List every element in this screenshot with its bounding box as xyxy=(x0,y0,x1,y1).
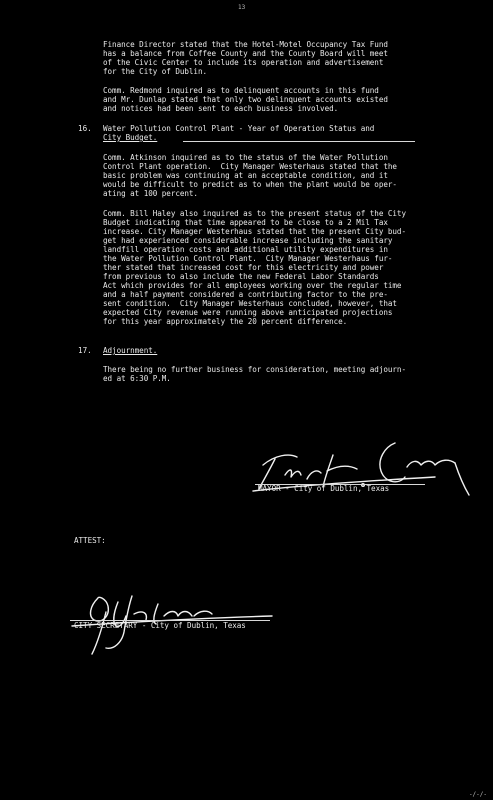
text-line: and a half payment considered a contributing factor to the pre- xyxy=(103,290,388,299)
corner-mark: -/-/- xyxy=(468,791,487,798)
mayor-caption: MAYOR - City of Dublin, Texas xyxy=(258,484,390,493)
text-line: and Mr. Dunlap stated that only two delinquent accounts existed xyxy=(103,95,388,104)
text-line: Finance Director stated that the Hotel-Motel Occupancy Tax Fund xyxy=(103,40,388,49)
text-line: of the Civic Center to include its operation and advertisement xyxy=(103,58,384,67)
text-line: increase. City Manager Westerhaus stated that the present City bud- xyxy=(103,227,406,236)
text-line: has a balance from Coffee County and the County Board will meet xyxy=(103,49,388,58)
text-line: Act which provides for all employees working over the regular time xyxy=(103,281,402,290)
text-line: Comm. Atkinson inquired as to the status of the Water Pollution xyxy=(103,153,388,162)
page-number: 13 xyxy=(238,4,246,11)
text-line: and notices had been sent to each business involved. xyxy=(103,104,339,113)
text-line: expected City revenue were running above anticipated projections xyxy=(103,308,393,317)
item-number: 16. xyxy=(78,124,92,133)
text-line: Budget indicating that time appeared to be close to a 2 Mil Tax xyxy=(103,218,388,227)
mayor-signature xyxy=(245,425,470,515)
divider-line xyxy=(183,141,415,142)
text-line: Comm. Bill Haley also inquired as to the present status of the City xyxy=(103,209,406,218)
item-number: 17. xyxy=(78,346,92,355)
text-line: ther stated that increased cost for this electricity and power xyxy=(103,263,384,272)
text-line: basic problem was continuing at an acceptable condition, and it xyxy=(103,171,388,180)
text-line: landfill operation costs and additional utility expenditures in xyxy=(103,245,388,254)
text-line: ating at 100 percent. xyxy=(103,189,198,198)
text-line: from previous to also include the new Federal Labor Standards xyxy=(103,272,379,281)
text-line: for the City of Dublin. xyxy=(103,67,208,76)
text-line: There being no further business for consideration, meeting adjourn- xyxy=(103,365,406,374)
text-line: Control Plant operation. City Manager Westerhaus stated that the xyxy=(103,162,397,171)
attest-label: ATTEST: xyxy=(74,536,106,545)
text-line: get had experienced considerable increase including the sanitary xyxy=(103,236,393,245)
text-line: ed at 6:30 P.M. xyxy=(103,374,171,383)
clerk-caption: CITY SECRETARY - City of Dublin, Texas xyxy=(74,621,246,630)
item-heading: Water Pollution Control Plant - Year of Operation Status and xyxy=(103,124,375,133)
text-line: would be difficult to predict as to when the plant would be oper- xyxy=(103,180,397,189)
item-heading: City Budget. xyxy=(103,133,158,142)
text-line: for this year approximately the 20 percent difference. xyxy=(103,317,348,326)
text-line: sent condition. City Manager Westerhaus concluded, however, that xyxy=(103,299,397,308)
text-line: Comm. Redmond inquired as to delinquent accounts in this fund xyxy=(103,86,379,95)
item-heading: Adjournment. xyxy=(103,346,158,355)
text-line: the Water Pollution Control Plant. City Manager Westerhaus fur- xyxy=(103,254,393,263)
